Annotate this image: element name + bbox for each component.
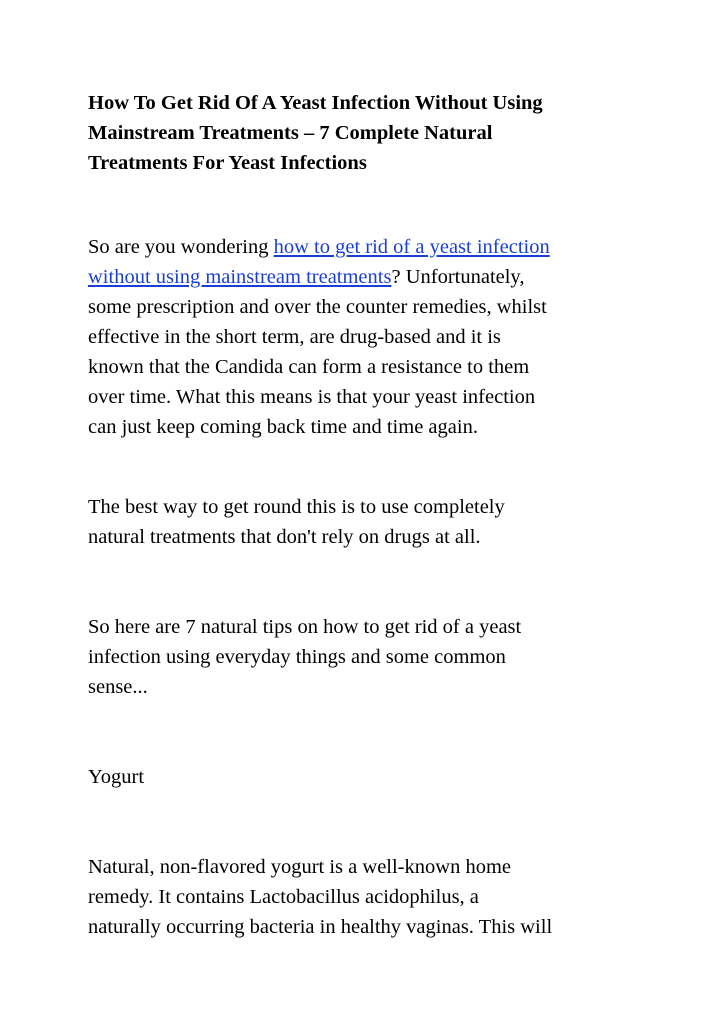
mainstream-treatments-link[interactable]: without using mainstream treatments [88, 266, 392, 288]
text-line: natural treatments that don't rely on drugs at all. [88, 526, 481, 548]
text-line: So here are 7 natural tips on how to get rid of a yeast [88, 616, 522, 638]
text-segment: So are you wondering [88, 236, 274, 258]
text-line: over time. What this means is that your yeast infection [88, 386, 536, 408]
title-line: Treatments For Yeast Infections [88, 152, 367, 174]
text-line: The best way to get round this is to use completely [88, 496, 505, 518]
text-line: known that the Candida can form a resistance to them [88, 356, 530, 378]
document-title [88, 88, 648, 178]
yeast-infection-link[interactable]: how to get rid of a yeast infection [273, 236, 550, 258]
text-line [88, 232, 550, 262]
intro-paragraph [88, 232, 550, 442]
text-line: some prescription and over the counter remedies, whilst [88, 296, 547, 318]
text-segment: ? Unfortunately, [391, 266, 525, 288]
text-line: can just keep coming back time and time again. [88, 416, 478, 438]
yogurt-paragraph [88, 852, 552, 942]
text-line: effective in the short term, are drug-based and it is [88, 326, 501, 348]
document-page [88, 88, 648, 938]
text-line: sense... [88, 676, 148, 698]
section-heading: Yogurt [88, 766, 145, 788]
tips-intro-paragraph [88, 612, 521, 702]
text-line: infection using everyday things and some common [88, 646, 506, 668]
title-line: Mainstream Treatments – 7 Complete Natural [88, 122, 493, 144]
text-line [88, 262, 550, 292]
yogurt-heading [88, 762, 144, 792]
text-line: naturally occurring bacteria in healthy vaginas. This will [88, 916, 553, 938]
text-line: remedy. It contains Lactobacillus acidophilus, a [88, 886, 479, 908]
title-line: How To Get Rid Of A Yeast Infection Without Using [88, 92, 543, 114]
text-line: Natural, non-flavored yogurt is a well-known home [88, 856, 511, 878]
natural-treatments-paragraph [88, 492, 505, 552]
